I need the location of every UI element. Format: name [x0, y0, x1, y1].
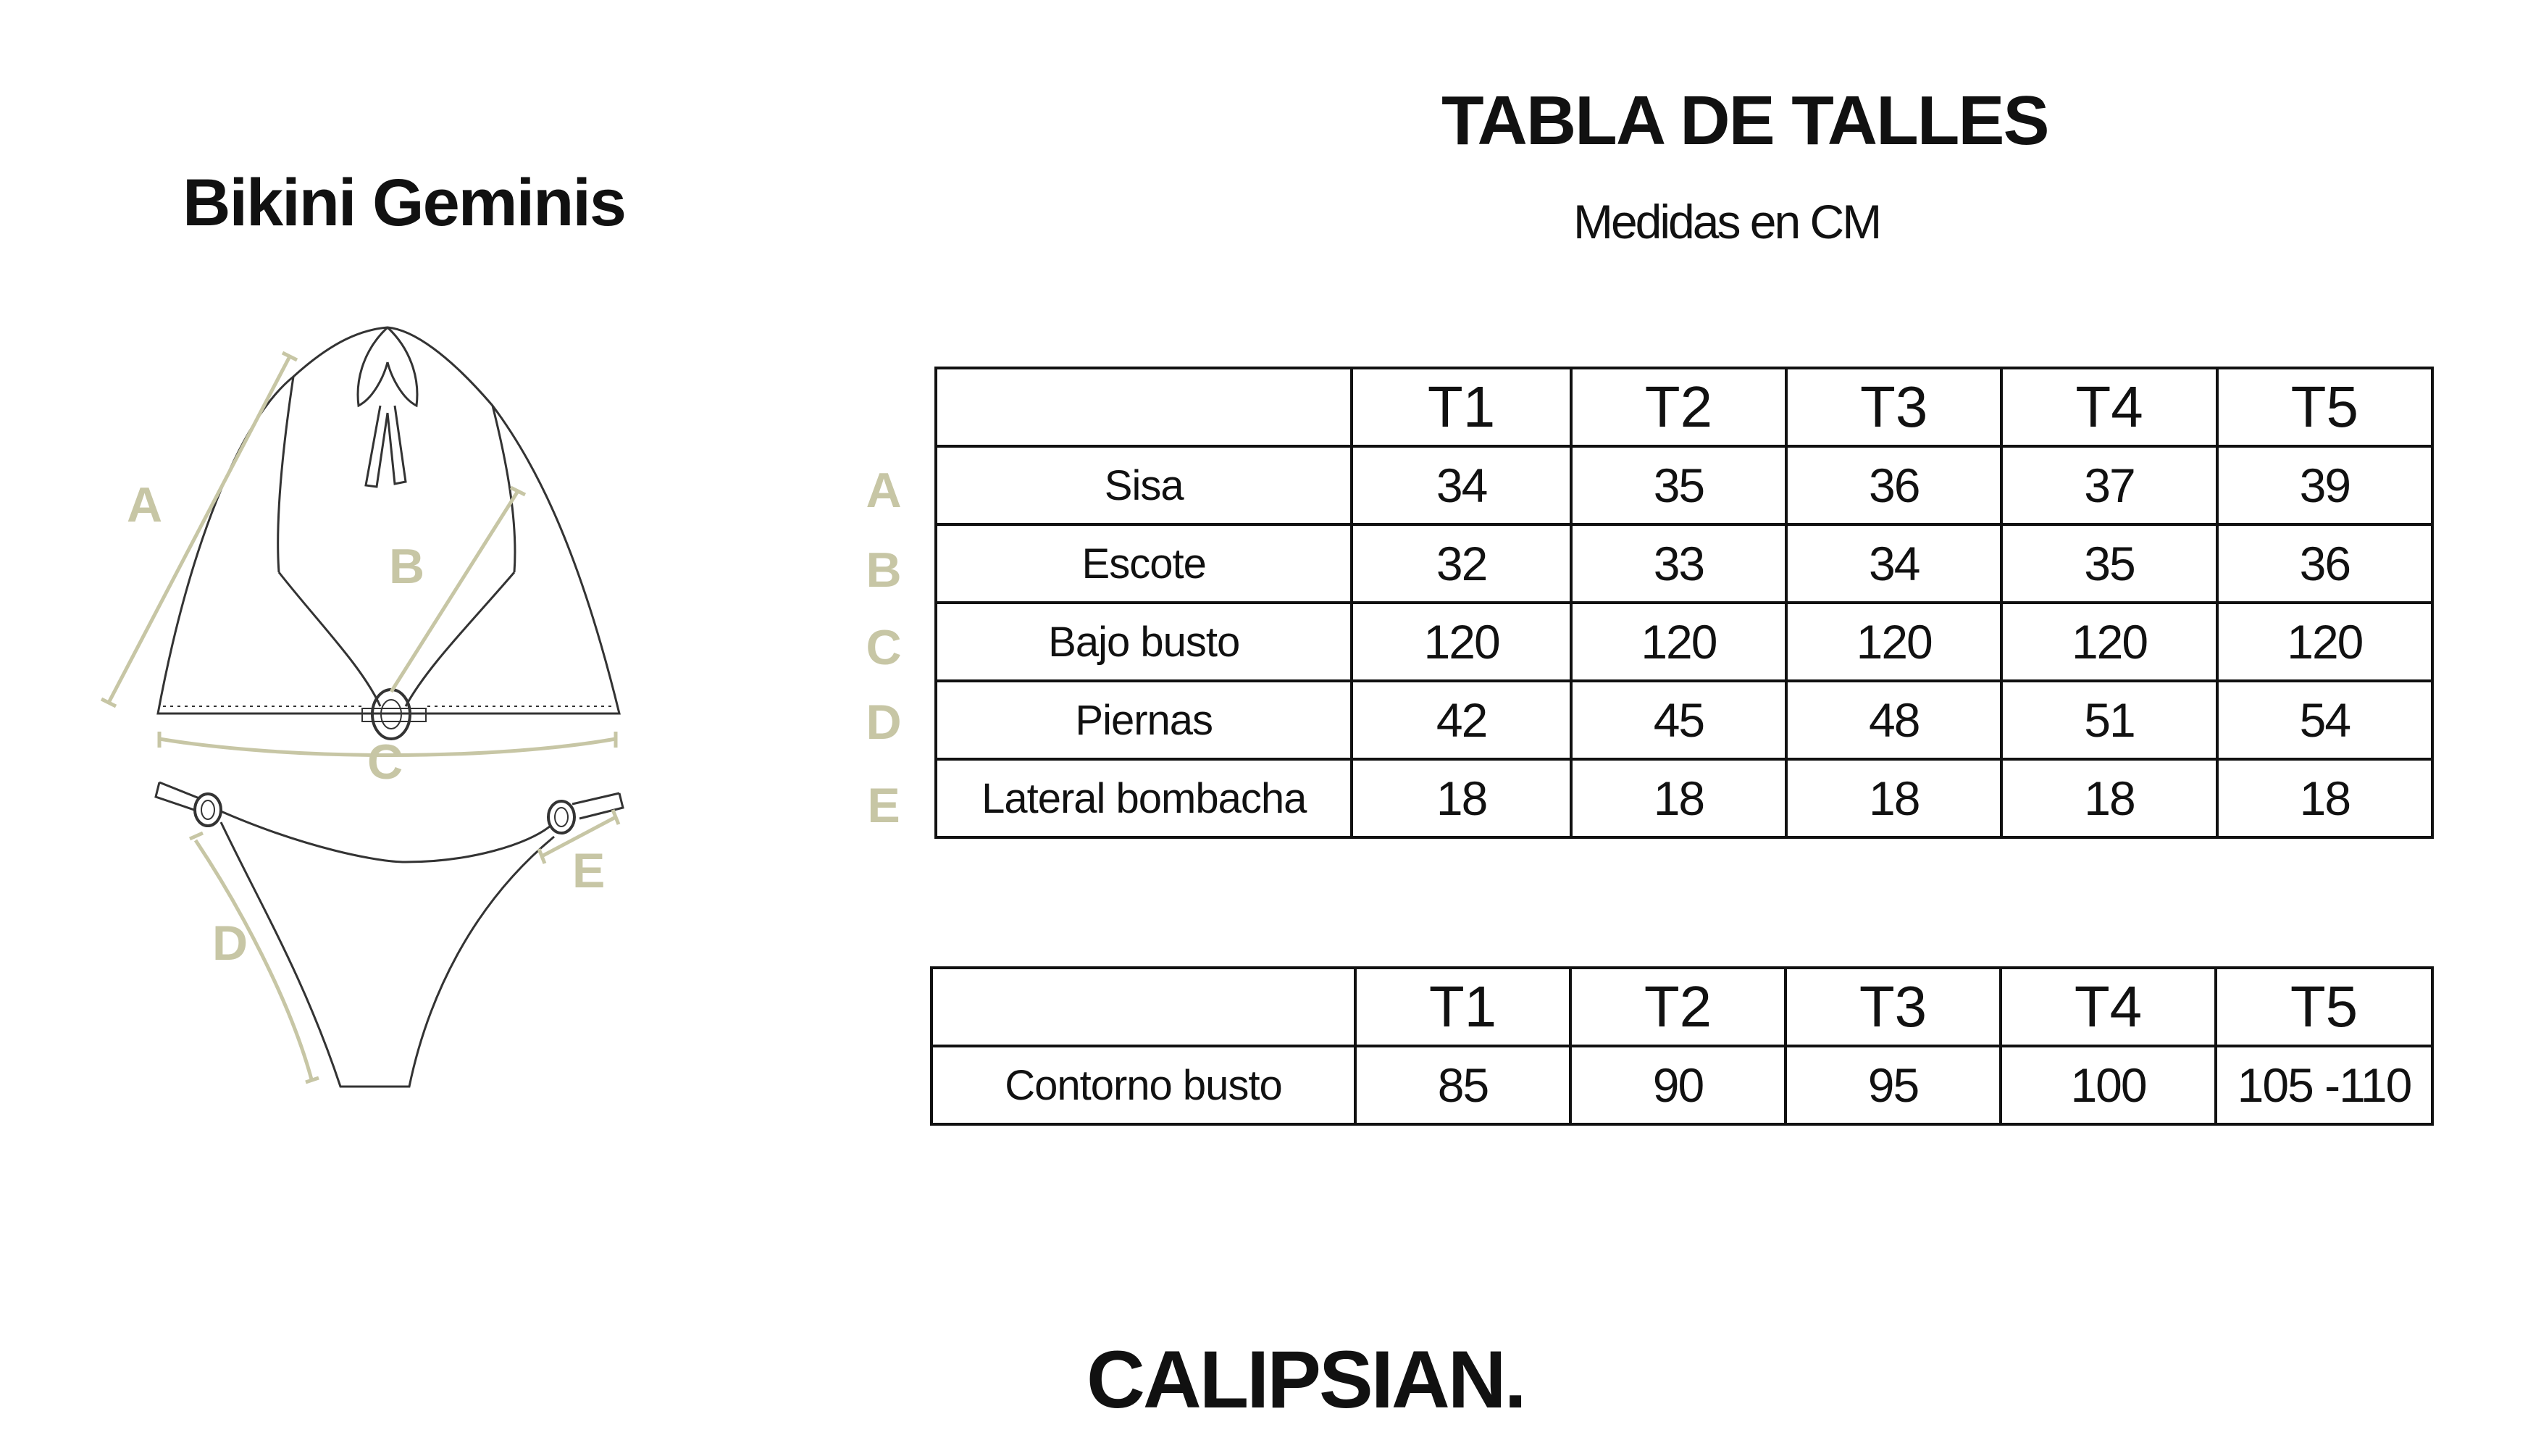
table-cell: 42: [1352, 681, 1570, 759]
table-cell: 120: [1786, 603, 2001, 681]
table-cell: 36: [2217, 524, 2432, 603]
table-row: [932, 1046, 2432, 1124]
header-cell-t3: T3: [1786, 968, 2001, 1046]
table-cell: 48: [1786, 681, 2001, 759]
header-cell-t1: T1: [1352, 368, 1570, 446]
header-cell-empty: [936, 368, 1352, 446]
bust-table: [930, 966, 2434, 1126]
table-row: [936, 603, 2432, 681]
table-cell: 120: [1352, 603, 1570, 681]
page-title: TABLA DE TALLES: [1441, 82, 2048, 159]
table-cell: 35: [2001, 524, 2216, 603]
diagram-label-d: D: [212, 916, 248, 971]
table-cell: 105 -110: [2216, 1046, 2432, 1124]
table-cell: 95: [1786, 1046, 2001, 1124]
measurement-lines: [101, 353, 619, 1082]
row-label-bajo-busto: Bajo busto: [936, 603, 1352, 681]
row-letter-a: A: [866, 463, 902, 518]
table-cell: 54: [2217, 681, 2432, 759]
table-cell: 36: [1786, 446, 2001, 524]
table-cell: 34: [1352, 446, 1570, 524]
table-cell: 39: [2217, 446, 2432, 524]
row-label-escote: Escote: [936, 524, 1352, 603]
header-cell-t4: T4: [2001, 968, 2216, 1046]
table-cell: 120: [2217, 603, 2432, 681]
table-cell: 33: [1571, 524, 1786, 603]
table-row: [936, 446, 2432, 524]
row-label-lateral-bombacha: Lateral bombacha: [936, 759, 1352, 837]
row-letter-d: D: [866, 695, 902, 750]
diagram-label-b: B: [389, 539, 425, 594]
row-label-sisa: Sisa: [936, 446, 1352, 524]
header-cell-t2: T2: [1570, 968, 1786, 1046]
table-cell: 35: [1571, 446, 1786, 524]
row-letter-b: B: [866, 543, 902, 598]
table-cell: 18: [2001, 759, 2216, 837]
row-label-contorno-busto: Contorno busto: [932, 1046, 1355, 1124]
diagram-label-e: E: [572, 843, 606, 898]
table-header-row: [932, 968, 2432, 1046]
header-cell-t1: T1: [1355, 968, 1570, 1046]
product-title: Bikini Geminis: [183, 166, 626, 240]
table-cell: 18: [1352, 759, 1570, 837]
diagram-label-a: A: [127, 477, 163, 532]
table-cell: 51: [2001, 681, 2216, 759]
table-cell: 34: [1786, 524, 2001, 603]
header-cell-t5: T5: [2216, 968, 2432, 1046]
bikini-top-drawing: [158, 327, 619, 739]
brand-logo: CALIPSIAN.: [1087, 1334, 1525, 1425]
table-cell: 32: [1352, 524, 1570, 603]
bikini-diagram: [0, 0, 797, 1159]
table-cell: 18: [2217, 759, 2432, 837]
table-cell: 37: [2001, 446, 2216, 524]
header-cell-t2: T2: [1571, 368, 1786, 446]
header-cell-t4: T4: [2001, 368, 2216, 446]
table-cell: 120: [1571, 603, 1786, 681]
header-cell-t3: T3: [1786, 368, 2001, 446]
header-cell-t5: T5: [2217, 368, 2432, 446]
header-cell-empty: [932, 968, 1355, 1046]
table-cell: 85: [1355, 1046, 1570, 1124]
size-table: [934, 367, 2434, 839]
table-cell: 120: [2001, 603, 2216, 681]
table-row: [936, 759, 2432, 837]
row-label-piernas: Piernas: [936, 681, 1352, 759]
table-cell: 18: [1786, 759, 2001, 837]
table-row: [936, 681, 2432, 759]
diagram-label-c: C: [367, 735, 403, 790]
page-subtitle: Medidas en CM: [1573, 195, 1880, 248]
row-letter-e: E: [867, 778, 900, 833]
row-letter-c: C: [866, 620, 902, 675]
table-cell: 90: [1570, 1046, 1786, 1124]
table-cell: 45: [1571, 681, 1786, 759]
table-cell: 18: [1571, 759, 1786, 837]
table-cell: 100: [2001, 1046, 2216, 1124]
table-row: [936, 524, 2432, 603]
table-header-row: [936, 368, 2432, 446]
